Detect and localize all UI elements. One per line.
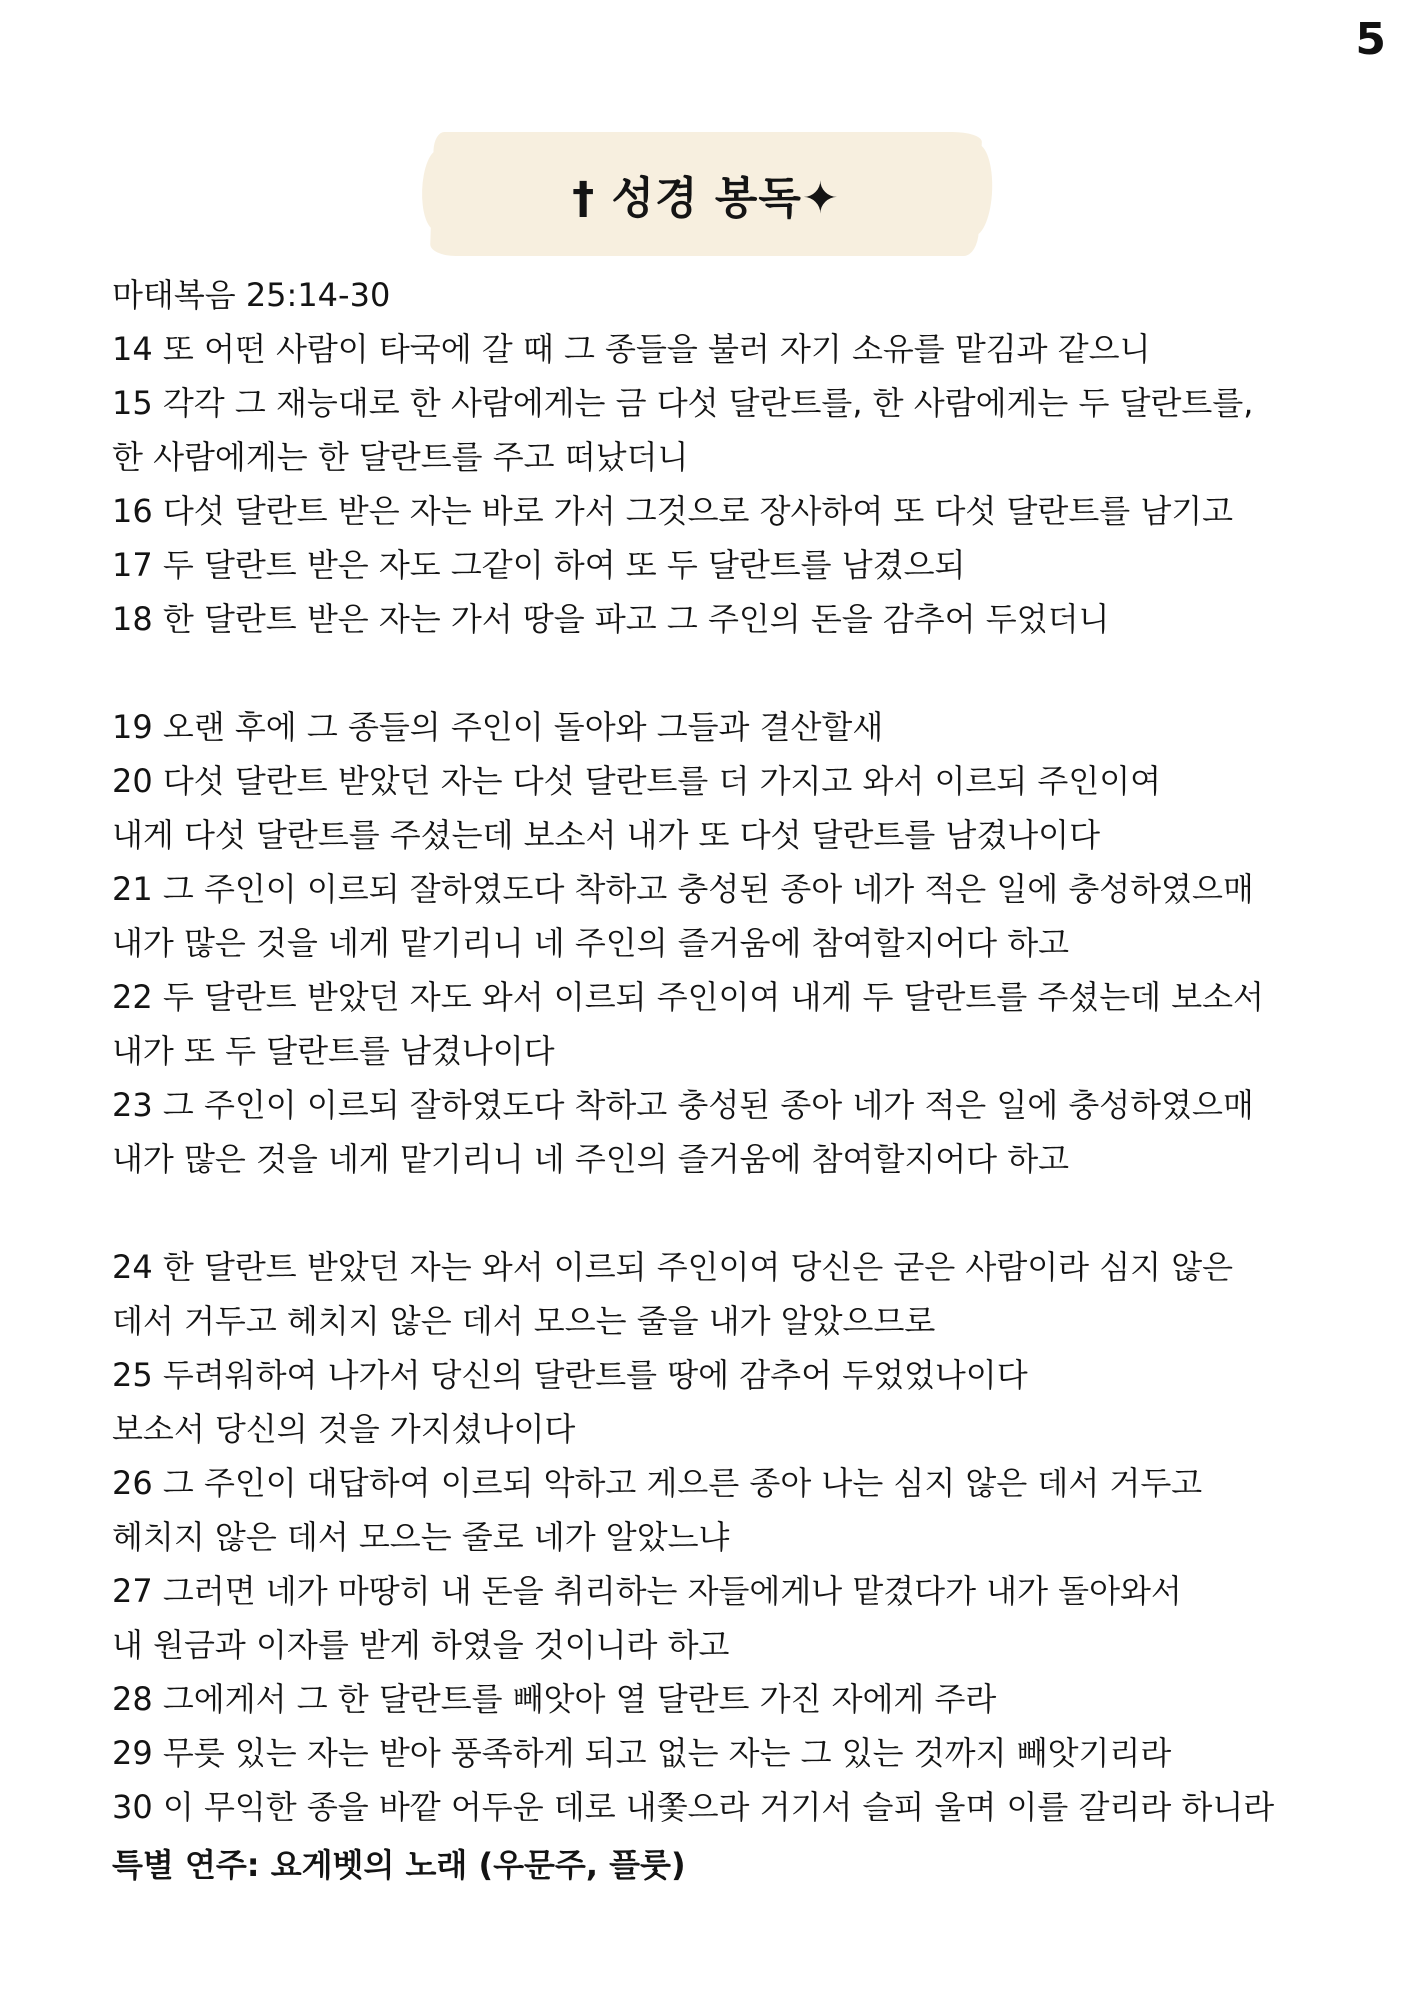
paragraph-gap: [112, 1186, 1362, 1240]
verse-line: 28 그에게서 그 한 달란트를 빼앗아 열 달란트 가진 자에게 주라: [112, 1680, 997, 1718]
verse-line: 24 한 달란트 받았던 자는 와서 이르되 주인이여 당신은 굳은 사람이라 심지 않은: [112, 1248, 1234, 1286]
verse-line: 헤치지 않은 데서 모으는 줄로 네가 알았느냐: [112, 1518, 730, 1556]
verse-line: 내가 많은 것을 네게 맡기리니 네 주인의 즐거움에 참여할지어다 하고: [112, 924, 1070, 962]
verse-line: 내 원금과 이자를 받게 하였을 것이니라 하고: [112, 1626, 730, 1664]
verse-line: 26 그 주인이 대답하여 이르되 악하고 게으른 종아 나는 심지 않은 데서 거두고: [112, 1464, 1203, 1502]
verse-line: 27 그러면 네가 마땅히 내 돈을 취리하는 자들에게나 맡겼다가 내가 돌아와서: [112, 1572, 1182, 1610]
verse-line: 내가 많은 것을 네게 맡기리니 네 주인의 즐거움에 참여할지어다 하고: [112, 1140, 1070, 1178]
verse-line: 내가 또 두 달란트를 남겼나이다: [112, 1032, 555, 1070]
title-banner: [432, 132, 980, 256]
verse-line: 30 이 무익한 종을 바깥 어두운 데로 내쫓으라 거기서 슬피 울며 이를 갈리라 하니라: [112, 1788, 1275, 1826]
verse-line: 29 무릇 있는 자는 받아 풍족하게 되고 없는 자는 그 있는 것까지 빼앗기리라: [112, 1734, 1172, 1772]
verse-line: 19 오랜 후에 그 종들의 주인이 돌아와 그들과 결산할새: [112, 708, 884, 746]
special-performance: 특별 연주: 요게벳의 노래 (우문주, 플룻): [112, 1846, 686, 1884]
verse-line: 보소서 당신의 것을 가지셨나이다: [112, 1410, 576, 1448]
verse-list: [112, 322, 1362, 1834]
verse-line: 18 한 달란트 받은 자는 가서 땅을 파고 그 주인의 돈을 감추어 두었더니: [112, 600, 1110, 638]
verse-line: 22 두 달란트 받았던 자도 와서 이르되 주인이여 내게 두 달란트를 주셨는데 보소서: [112, 978, 1264, 1016]
page-number: 5: [1355, 14, 1386, 65]
verse-line: 15 각각 그 재능대로 한 사람에게는 금 다섯 달란트를, 한 사람에게는 두 달란트를,: [112, 384, 1254, 422]
verse-line: 25 두려워하여 나가서 당신의 달란트를 땅에 감추어 두었었나이다: [112, 1356, 1028, 1394]
verse-line: 21 그 주인이 이르되 잘하였도다 착하고 충성된 종아 네가 적은 일에 충성하였으매: [112, 870, 1254, 908]
verse-line: 한 사람에게는 한 달란트를 주고 떠났더니: [112, 438, 689, 476]
section-title: † 성경 봉독✦: [572, 173, 840, 224]
verse-line: 16 다섯 달란트 받은 자는 바로 가서 그것으로 장사하여 또 다섯 달란트를 남기고: [112, 492, 1234, 530]
verse-line: 14 또 어떤 사람이 타국에 갈 때 그 종들을 불러 자기 소유를 맡김과 같으니: [112, 330, 1151, 368]
paragraph-gap: [112, 646, 1362, 700]
scripture-reference: 마태복음 25:14-30: [112, 276, 391, 314]
scripture-reading: [112, 268, 1362, 1834]
verse-line: 23 그 주인이 이르되 잘하였도다 착하고 충성된 종아 네가 적은 일에 충성하였으매: [112, 1086, 1254, 1124]
verse-line: 20 다섯 달란트 받았던 자는 다섯 달란트를 더 가지고 와서 이르되 주인이여: [112, 762, 1162, 800]
verse-line: 17 두 달란트 받은 자도 그같이 하여 또 두 달란트를 남겼으되: [112, 546, 966, 584]
verse-line: 내게 다섯 달란트를 주셨는데 보소서 내가 또 다섯 달란트를 남겼나이다: [112, 816, 1100, 854]
verse-line: 데서 거두고 헤치지 않은 데서 모으는 줄을 내가 알았으므로: [112, 1302, 936, 1340]
